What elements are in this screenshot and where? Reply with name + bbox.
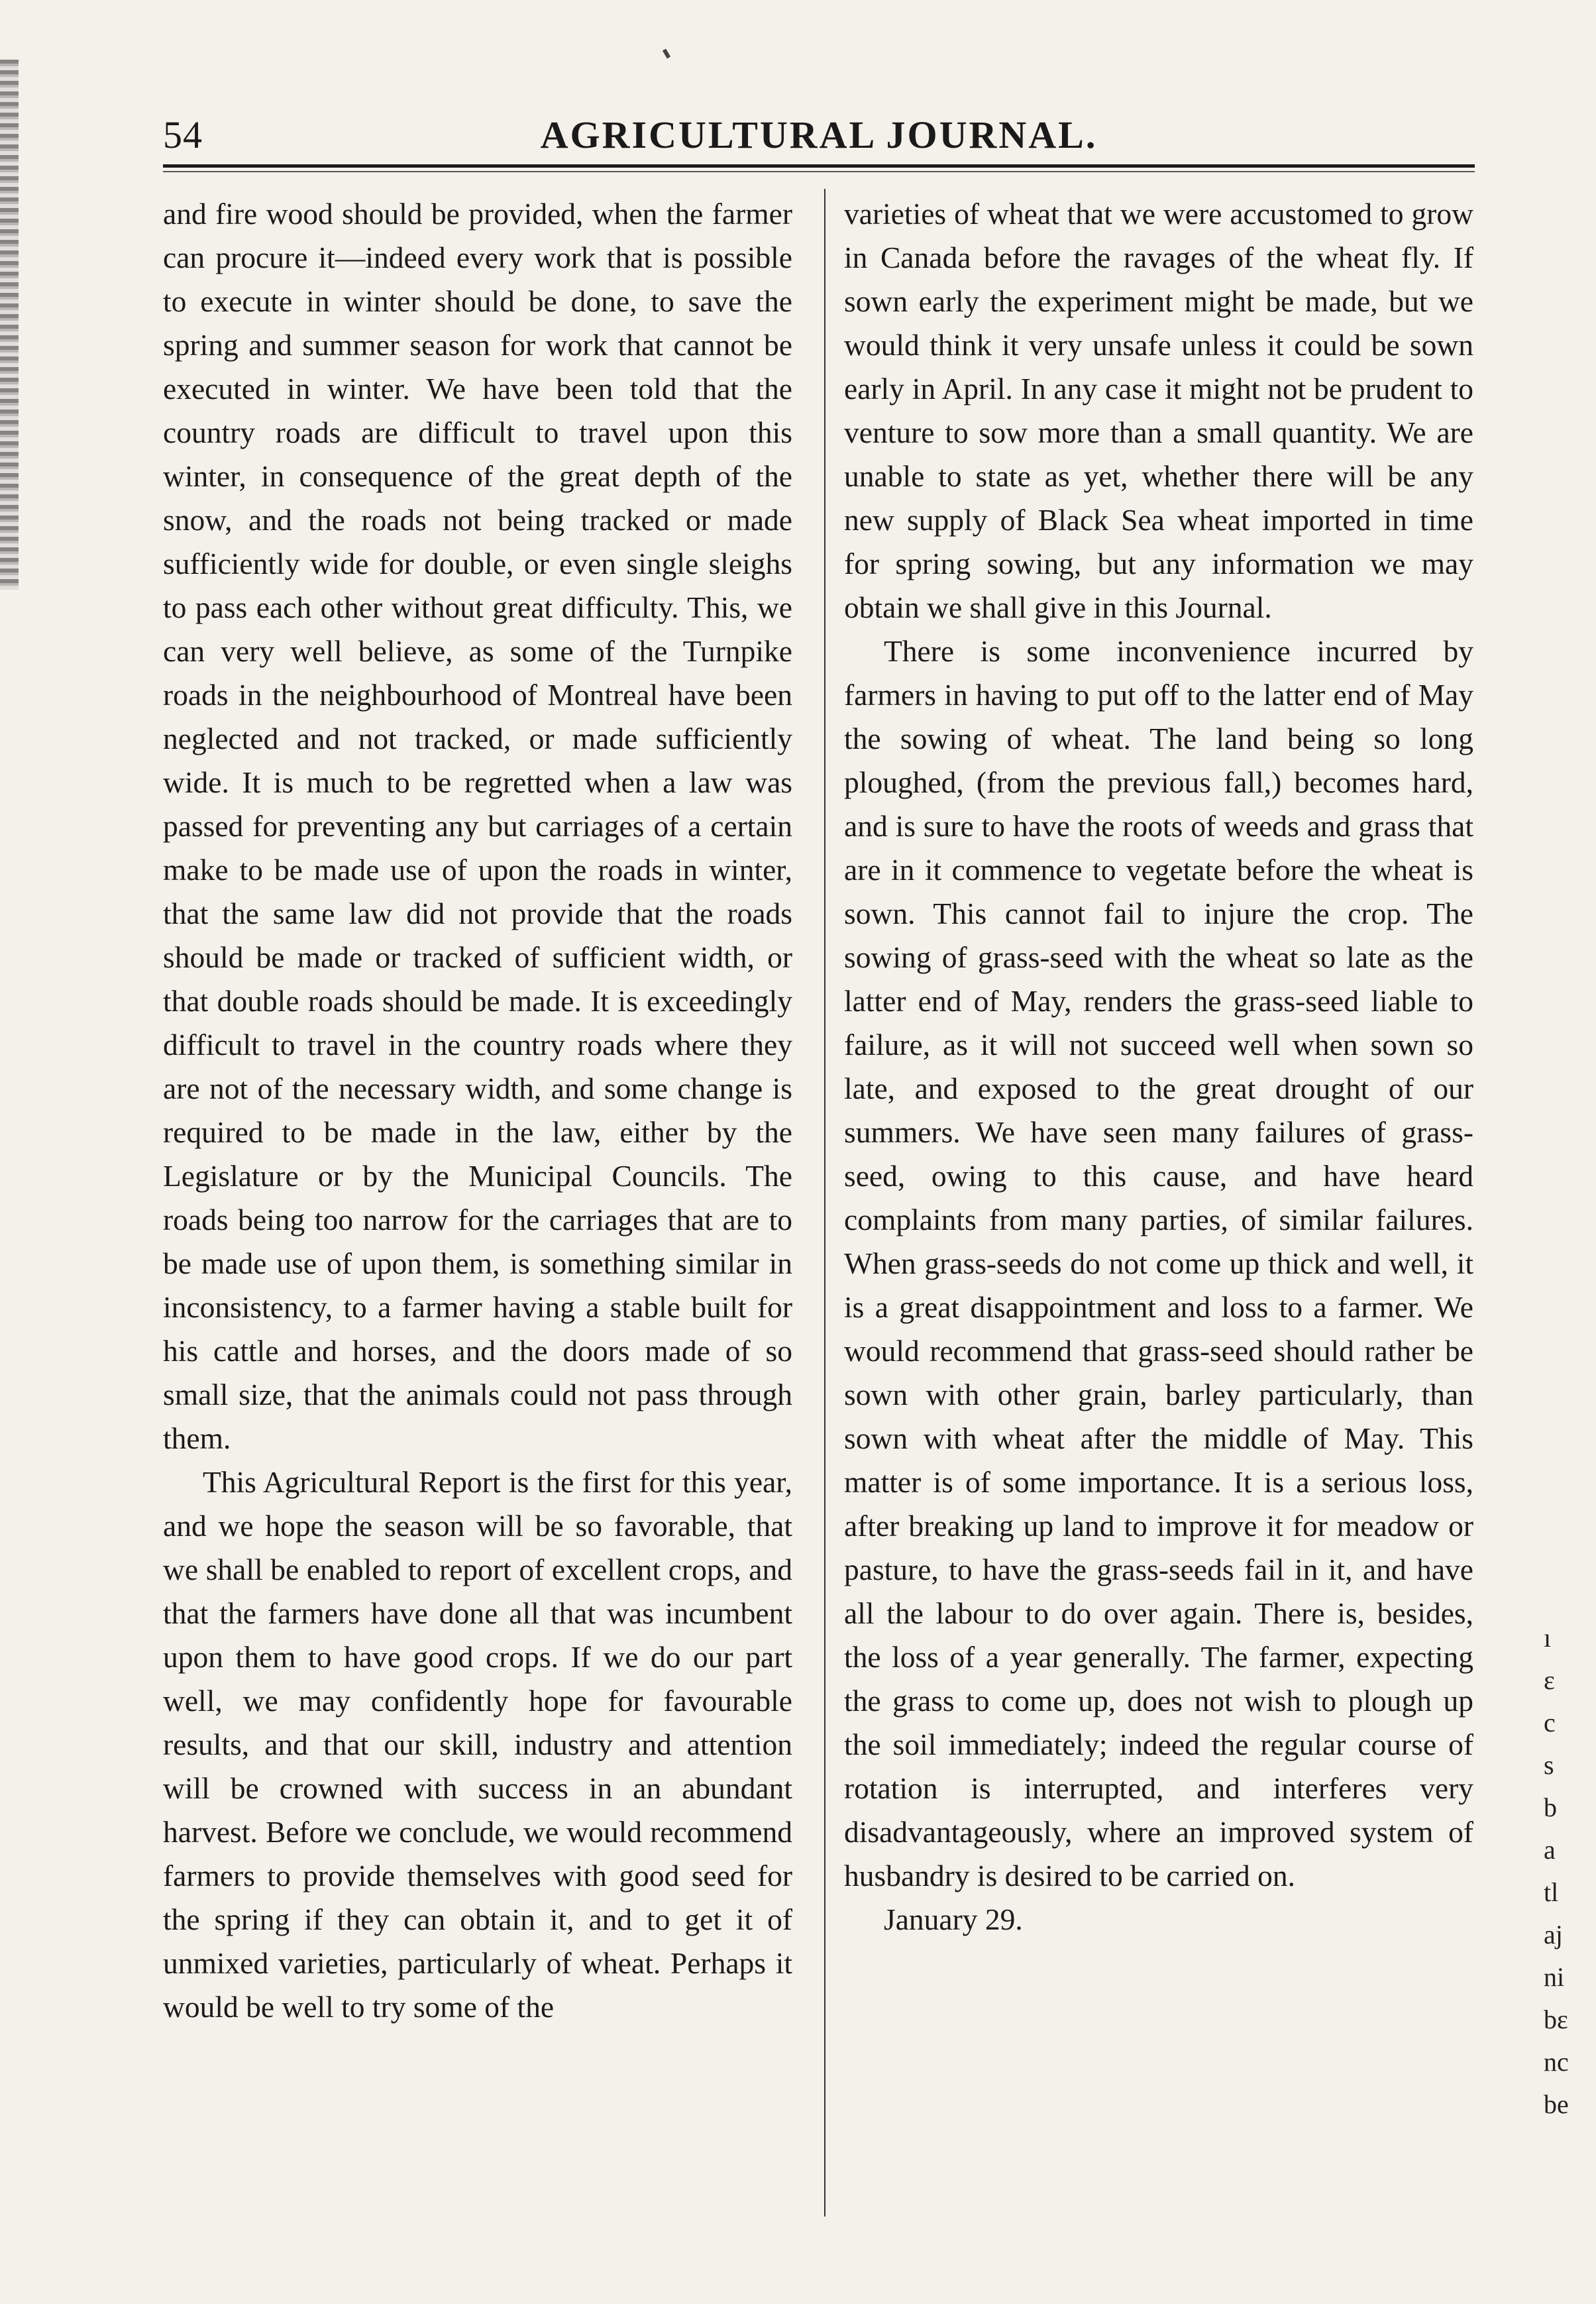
column-divider (824, 189, 825, 2217)
binding-edge (0, 60, 19, 590)
header-rule-thick (163, 164, 1475, 168)
fragment: b (1544, 1792, 1557, 1822)
dateline: January 29. (884, 1902, 1023, 1936)
fragment: bɛ (1544, 2004, 1568, 2034)
right-column (844, 192, 1473, 1942)
page-header (163, 106, 1475, 166)
ink-speck (663, 48, 670, 58)
header-rule-thin (163, 171, 1475, 172)
left-paragraph-2: This Agricultural Report is the first for this year, and we hope the season will be so favorable, that we shall be enabled to report of excellent crops, and that the farmers have done all that was incumbent upon them to have good crops. If we do our part well, we may confidently hope for favourable results, and that our skill, industry and attention will be crowned with success in an abundant harvest. Before we conclude, we would recommend farmers to provide themselves with good seed for the spring if they can obtain it, and to get it of unmixed varieties, particularly of wheat. Perhaps it would be well to try some of the (163, 1465, 792, 2024)
fragment: aj (1544, 1920, 1563, 1949)
page-number: 54 (163, 113, 203, 156)
fragment: ı (1544, 1623, 1552, 1653)
fragment: a (1544, 1835, 1556, 1865)
fragment: c (1544, 1708, 1556, 1737)
right-paragraph-1: varieties of wheat that we were accustomed to grow in Canada before the ravages of the wheat fly. If sown early the experiment might be made, but we would think it very unsafe unless it could be sown early in April. In any case it might not be prudent to venture to sow more than a small quantity. We are unable to state as yet, whether there will be any new supply of Black Sea wheat imported in time for spring sowing, but any information we may obtain we shall give in this Journal. (844, 197, 1473, 624)
fragment: be (1544, 2089, 1569, 2119)
next-page-bleed-fragments (1544, 1617, 1590, 2126)
left-column (163, 192, 792, 2029)
fragment: s (1544, 1750, 1554, 1780)
fragment: nc (1544, 2047, 1569, 2077)
fragment: tl (1544, 1877, 1559, 1907)
fragment: ni (1544, 1962, 1565, 1992)
left-paragraph-1: and fire wood should be provided, when the farmer can procure it—indeed every work that is possible to execute in winter should be done, to save the spring and summer season for work that cannot be executed in winter. We have been told that the country roads are difficult to travel upon this winter, in consequence of the great depth of the snow, and the roads not being tracked or made sufficiently wide for double, or even single sleighs to pass each other without great difficulty. This, we can very well believe, as some of the Turnpike roads in the neighbourhood of Montreal have been neglected and not tracked, or made sufficiently wide. It is much to be regretted when a law was passed for preventing any but carriages of a certain make to be made use of upon the roads in winter, that the same law did not provide that the roads should be made or tracked of sufficient width, or that double roads should be made. It is exceedingly difficult to travel in the country roads where they are not of the necessary width, and some change is required to be made in the law, either by the Legislature or by the Municipal Councils. The roads being too narrow for the carriages that are to be made use of upon them, is something similar in inconsistency, to a farmer having a stable built for his cattle and horses, and the doors made of so small size, that the animals could not pass through them. (163, 197, 792, 1455)
running-title: AGRICULTURAL JOURNAL. (540, 113, 1098, 156)
right-paragraph-2: There is some inconvenience incurred by farmers in having to put off to the latter end of May the sowing of wheat. The land being so long ploughed, (from the previous fall,) becomes hard, and is sure to have the roots of weeds and grass that are in it commence to vegetate before the wheat is sown. This cannot fail to injure the crop. The sowing of grass-seed with the wheat so late as the latter end of May, renders the grass-seed liable to failure, as it will not succeed well when sown so late, and exposed to the great drought of our summers. We have seen many failures of grass-seed, owing to this cause, and have heard complaints from many parties, of similar failures. When grass-seeds do not come up thick and well, it is a great disappointment and loss to a farmer. We would recommend that grass-seed should rather be sown with other grain, barley particularly, than sown with wheat after the middle of May. This matter is of some importance. It is a serious loss, after breaking up land to improve it for meadow or pasture, to have the grass-seeds fail in it, and have all the labour to do over again. There is, besides, the loss of a year generally. The farmer, expecting the grass to come up, does not wish to plough up the soil immediately; indeed the regular course of rotation is interrupted, and interferes very disadvantageously, where an improved system of husbandry is desired to be carried on. (844, 634, 1473, 1893)
fragment: ɛ (1544, 1665, 1555, 1695)
